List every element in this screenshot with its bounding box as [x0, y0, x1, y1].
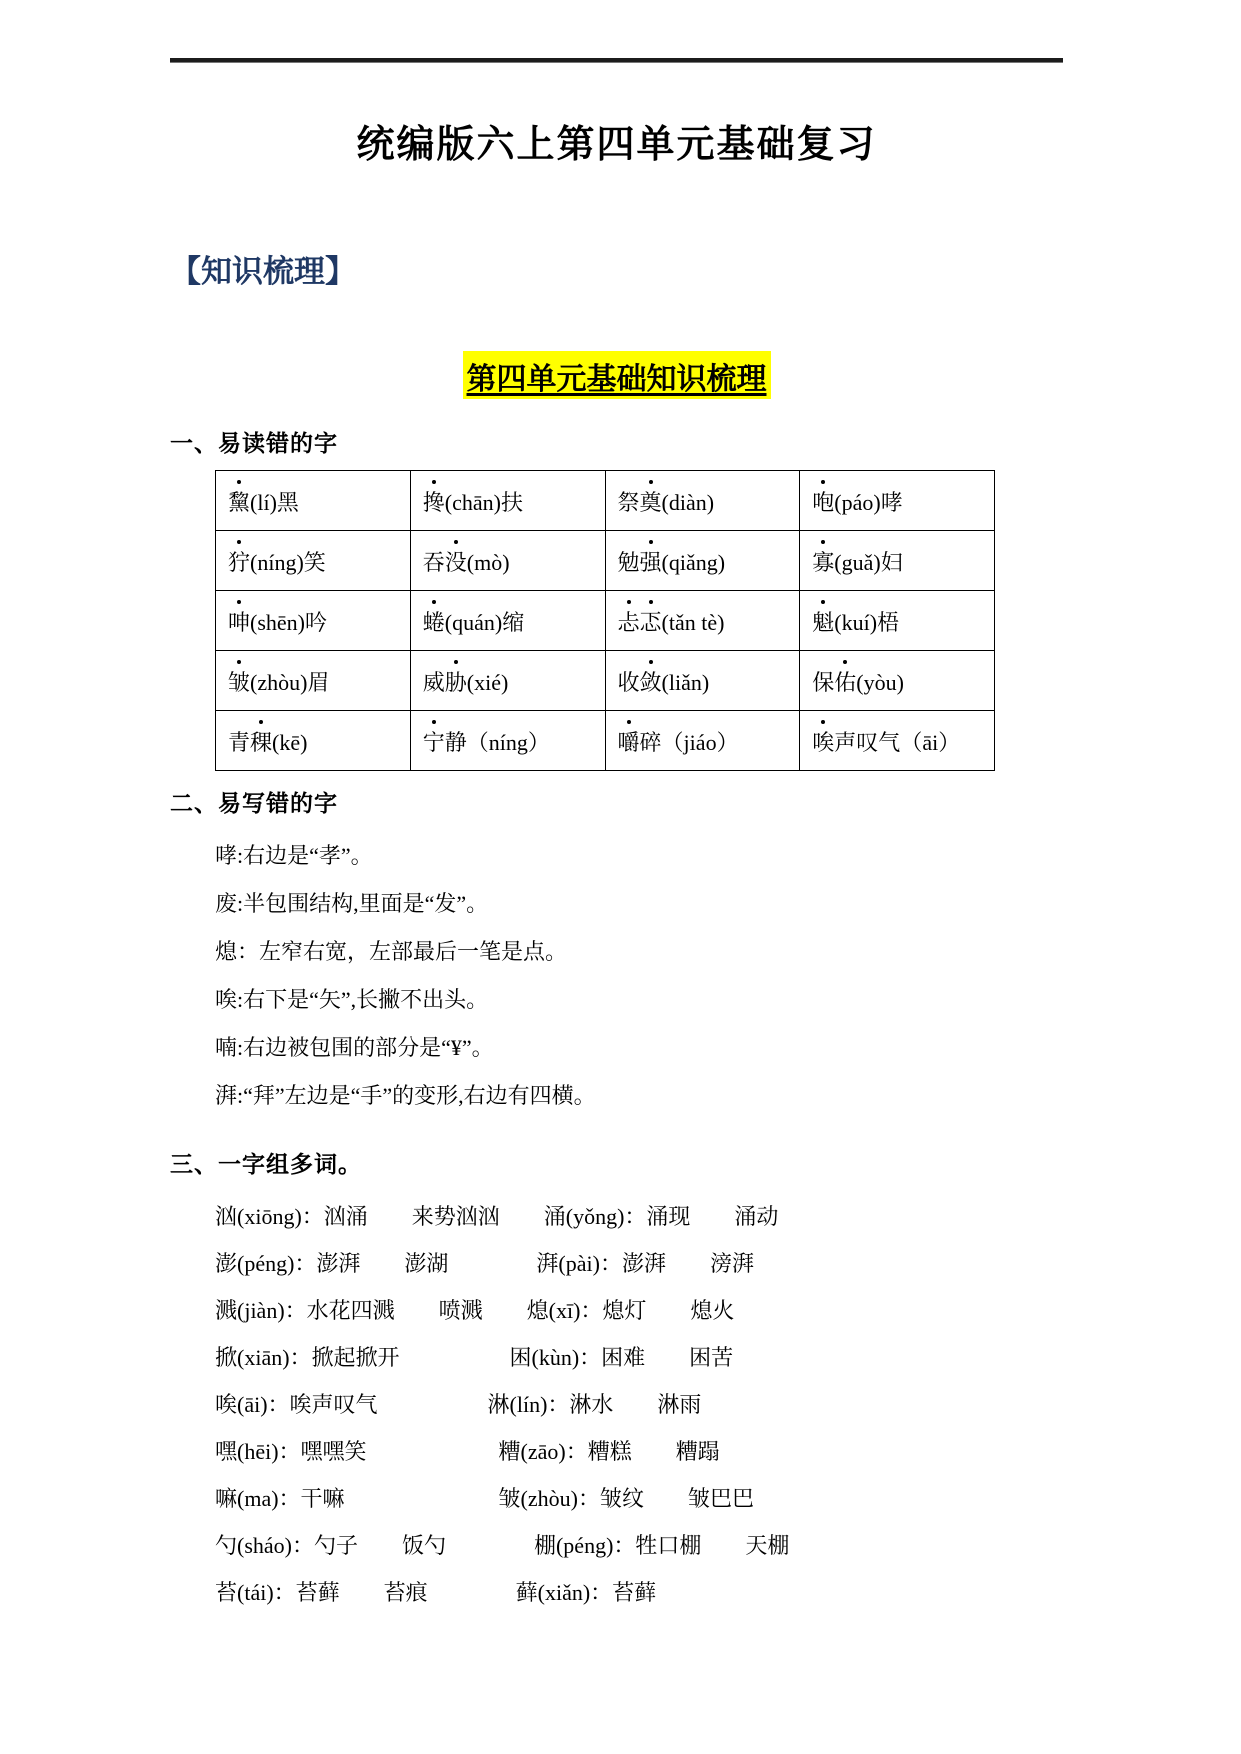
- word-group-item: 掀(xiān)：掀起掀开 困(kùn)：困难 困苦: [215, 1345, 734, 1370]
- miswrite-item: 唉:右下是“矢”,长撇不出头。: [215, 987, 489, 1012]
- table-row: [216, 591, 995, 651]
- emphasis-char: 没: [445, 546, 467, 577]
- miswrite-item: 熄：左窄右宽，左部最后一笔是点。: [215, 939, 568, 964]
- table-cell: 祭奠(diàn): [605, 471, 800, 531]
- pinyin-table-body: [216, 471, 995, 771]
- emphasis-char: 蜷: [423, 606, 445, 637]
- table-cell: 勉强(qiǎng): [605, 531, 800, 591]
- miswrite-list: [215, 832, 1063, 1120]
- table-cell: 咆(páo)哮: [800, 471, 995, 531]
- emphasis-char: 黧: [228, 486, 250, 517]
- emphasis-char: 胁: [445, 666, 467, 697]
- emphasis-char: 狞: [228, 546, 250, 577]
- emphasis-char: 稞: [250, 726, 272, 757]
- word-group-item: 汹(xiōng)：汹涌 来势汹汹 涌(yǒng)：涌现 涌动: [215, 1204, 779, 1229]
- table-row: [216, 471, 995, 531]
- table-cell: 狞(níng)笑: [216, 531, 411, 591]
- emphasis-char: 忑: [640, 606, 662, 637]
- table-cell: 寡(guǎ)妇: [800, 531, 995, 591]
- pinyin-table: [215, 470, 995, 771]
- highlight-title-wrap: [170, 351, 1063, 399]
- miswrite-item: 湃:“拜”左边是“手”的变形,右边有四横。: [215, 1083, 596, 1108]
- word-group-item: 澎(péng)：澎湃 澎湖 湃(pài)：澎湃 滂湃: [215, 1251, 754, 1276]
- table-cell: 黧(lí)黑: [216, 471, 411, 531]
- miswrite-item: 废:半包围结构,里面是“发”。: [215, 891, 489, 916]
- highlight-title: 第四单元基础知识梳理: [463, 351, 771, 399]
- table-cell: 呻(shēn)吟: [216, 591, 411, 651]
- emphasis-char: 佑: [834, 666, 856, 697]
- table-cell: 皱(zhòu)眉: [216, 651, 411, 711]
- word-group-item: 溅(jiàn)：水花四溅 喷溅 熄(xī)：熄灯 熄火: [215, 1298, 735, 1323]
- emphasis-char: 唉: [812, 726, 834, 757]
- knowledge-outline-label: 【知识梳理】: [170, 254, 356, 289]
- heading-section-one: 一、易读错的字: [170, 430, 338, 456]
- header-rule: [170, 58, 1063, 63]
- miswrite-item: 哮:右边是“孝”。: [215, 843, 373, 868]
- table-cell: 嚼碎（jiáo）: [605, 711, 800, 771]
- word-group-item: 嘿(hēi)：嘿嘿笑 糟(zāo)：糟糕 糟蹋: [215, 1439, 720, 1464]
- table-cell: 宁静（níng）: [410, 711, 605, 771]
- heading-section-three: 三、一字组多词。: [170, 1151, 362, 1177]
- word-group-item: 勺(sháo)：勺子 饭勺 棚(péng)：牲口棚 天棚: [215, 1533, 790, 1558]
- miswrite-item: 喃:右边被包围的部分是“¥”。: [215, 1035, 494, 1060]
- table-cell: 忐忑(tǎn tè): [605, 591, 800, 651]
- emphasis-char: 忐: [618, 606, 640, 637]
- table-cell: 唉声叹气（āi）: [800, 711, 995, 771]
- word-group-item: 苔(tái)：苔藓 苔痕 藓(xiǎn)：苔藓: [215, 1580, 657, 1605]
- table-cell: 保佑(yòu): [800, 651, 995, 711]
- table-cell: 威胁(xié): [410, 651, 605, 711]
- emphasis-char: 宁: [423, 726, 445, 757]
- emphasis-char: 魁: [812, 606, 834, 637]
- emphasis-char: 敛: [640, 666, 662, 697]
- emphasis-char: 嚼: [618, 726, 640, 757]
- emphasis-char: 皱: [228, 666, 250, 697]
- emphasis-char: 呻: [228, 606, 250, 637]
- table-cell: 魁(kuí)梧: [800, 591, 995, 651]
- word-list: [215, 1193, 1063, 1616]
- word-group-item: 唉(āi)：唉声叹气 淋(lín)：淋水 淋雨: [215, 1392, 702, 1417]
- word-group-item: 嘛(ma)：干嘛 皱(zhòu)：皱纹 皱巴巴: [215, 1486, 754, 1511]
- table-row: [216, 651, 995, 711]
- emphasis-char: 寡: [812, 546, 834, 577]
- emphasis-char: 搀: [423, 486, 445, 517]
- emphasis-char: 奠: [640, 486, 662, 517]
- table-row: [216, 531, 995, 591]
- heading-section-two: 二、易写错的字: [170, 790, 338, 816]
- emphasis-char: 强: [640, 546, 662, 577]
- table-row: [216, 711, 995, 771]
- emphasis-char: 咆: [812, 486, 834, 517]
- table-cell: 蜷(quán)缩: [410, 591, 605, 651]
- document-content: [0, 58, 1241, 1616]
- table-cell: 搀(chān)扶: [410, 471, 605, 531]
- table-cell: 吞没(mò): [410, 531, 605, 591]
- table-cell: 收敛(liǎn): [605, 651, 800, 711]
- table-cell: 青稞(kē): [216, 711, 411, 771]
- page-title: 统编版六上第四单元基础复习: [356, 124, 877, 166]
